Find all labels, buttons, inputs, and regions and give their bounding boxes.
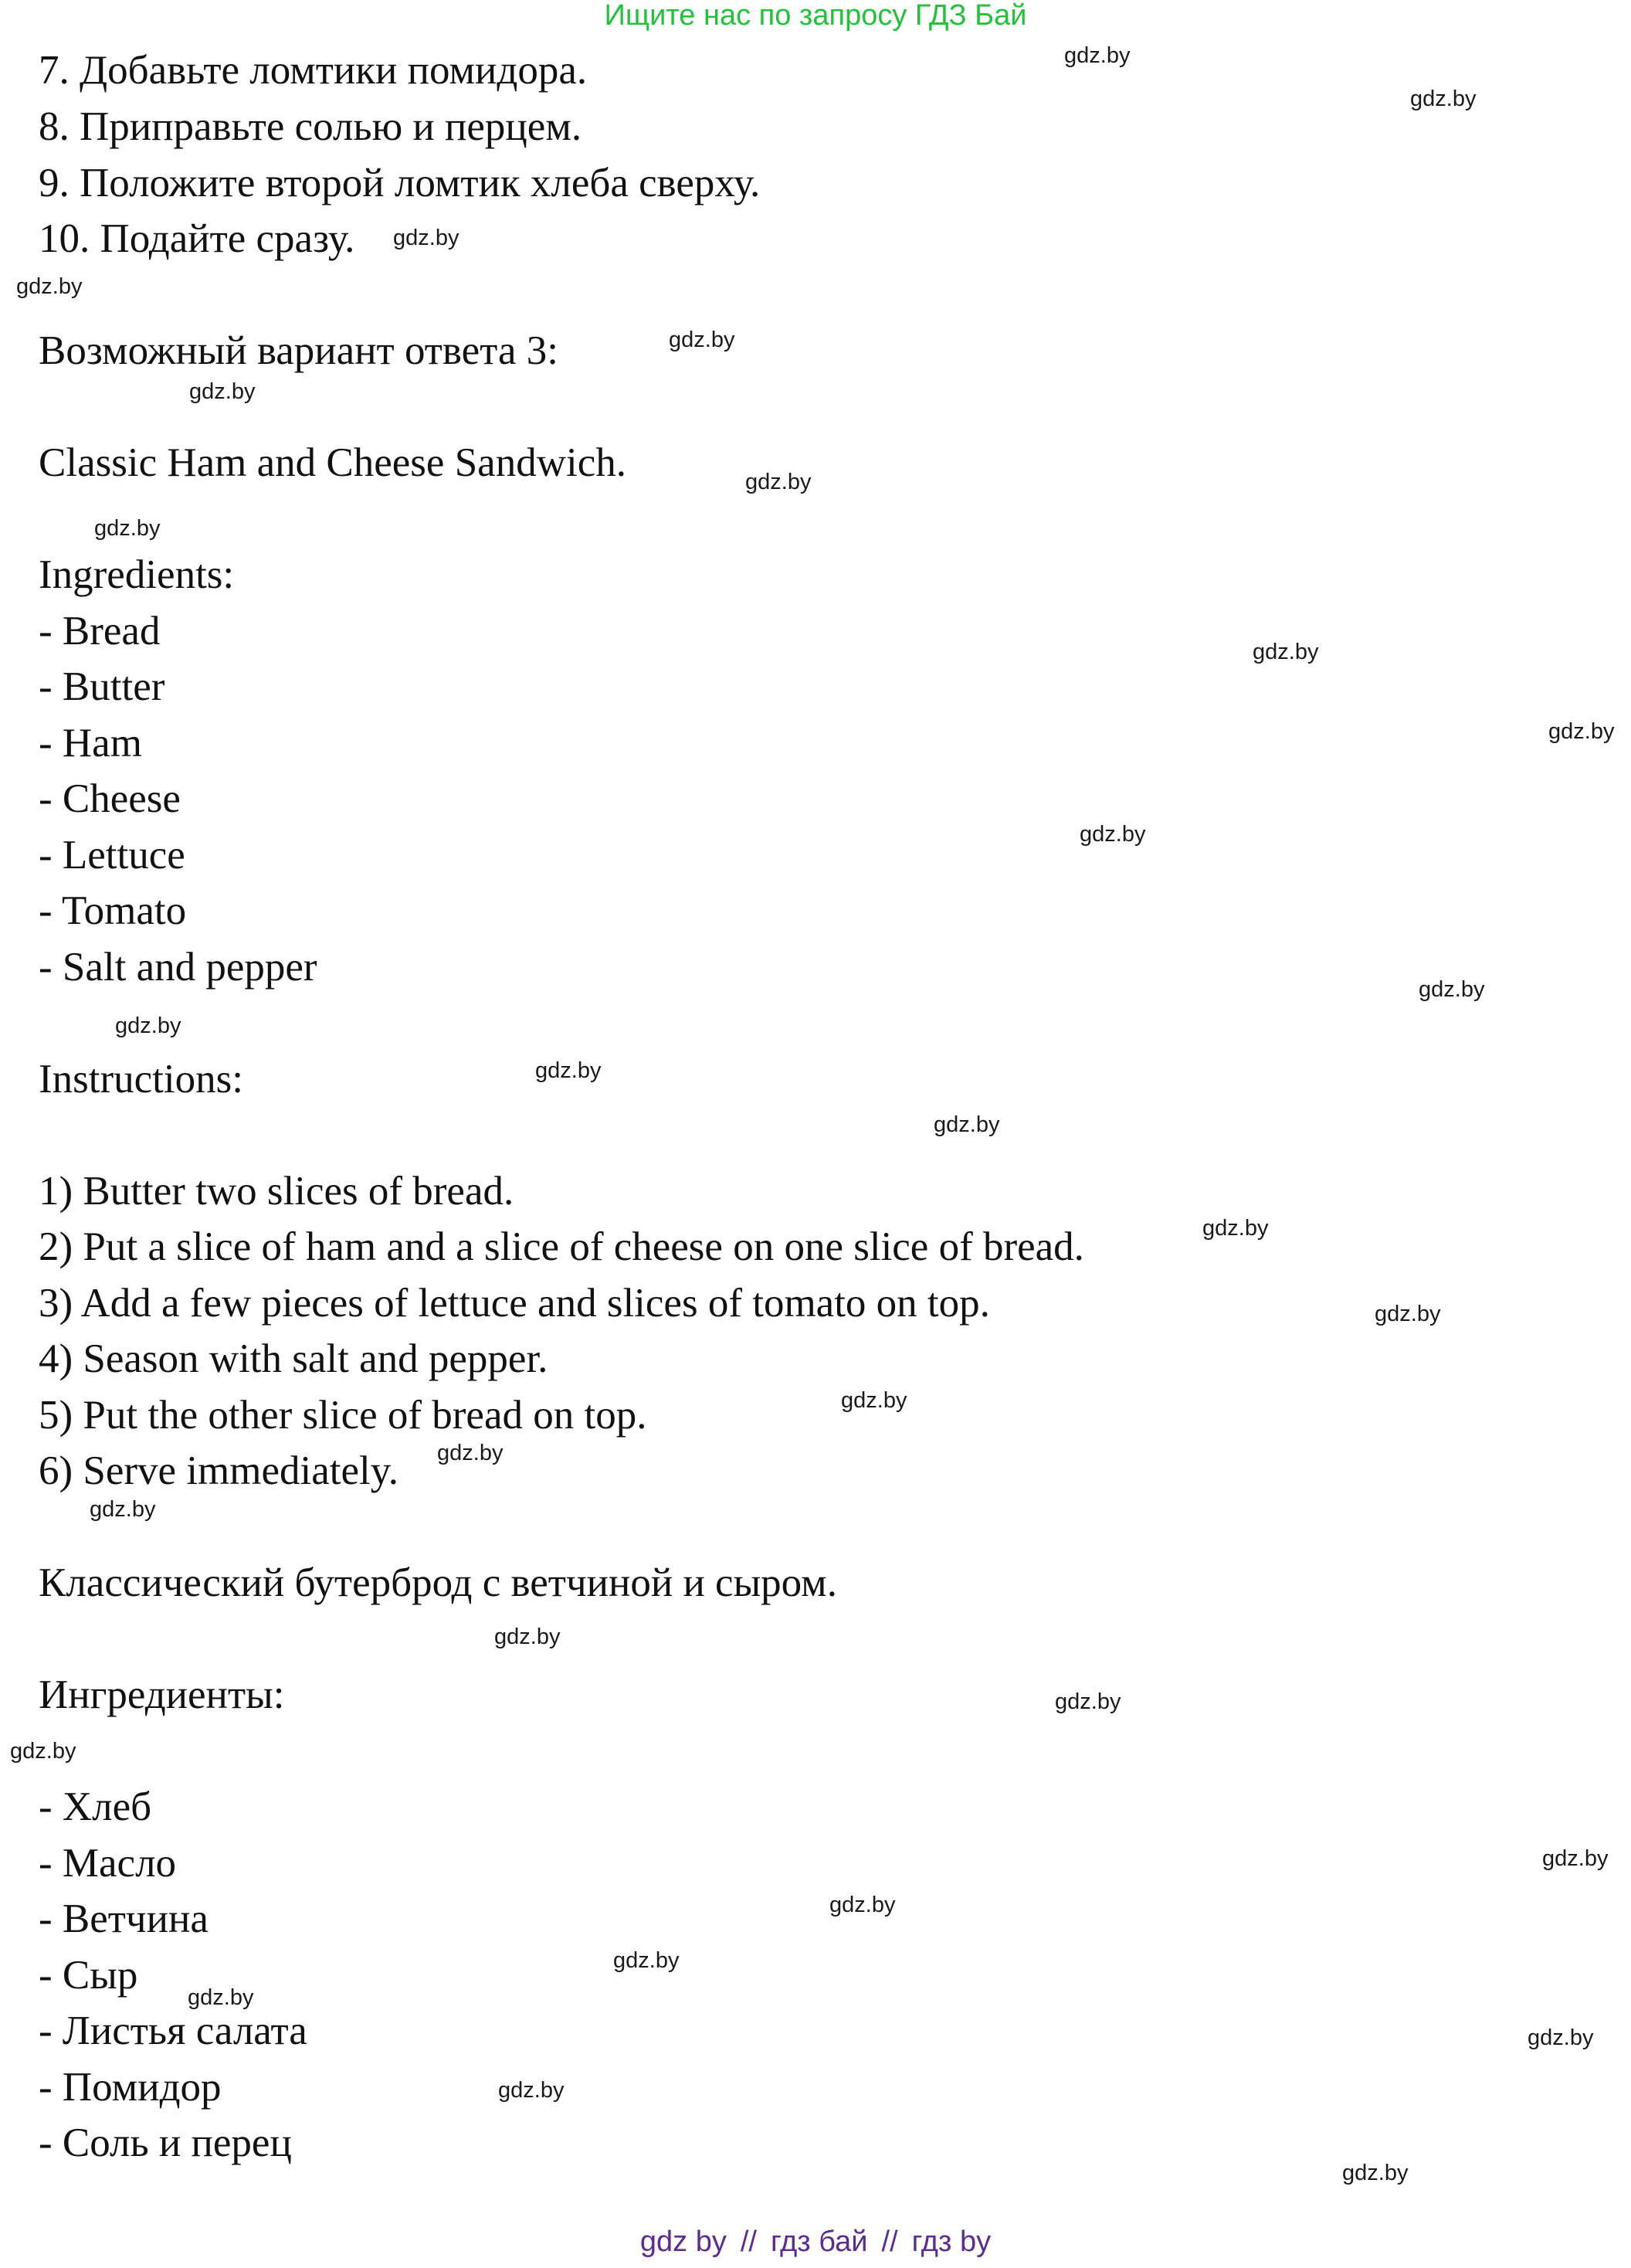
watermark: gdz.by	[188, 1985, 254, 2010]
en-instruction-step: 1) Butter two slices of bread.	[39, 1169, 514, 1214]
footer-links	[0, 2225, 1631, 2259]
watermark: gdz.by	[1080, 822, 1146, 847]
en-ingredients-heading: Ingredients:	[39, 552, 235, 597]
en-instruction-step: 4) Season with salt and pepper.	[39, 1336, 548, 1381]
ru-ingredient-item: - Листья салата	[39, 2008, 307, 2053]
watermark: gdz.by	[1055, 1689, 1121, 1714]
watermark: gdz.by	[437, 1441, 504, 1465]
watermark: gdz.by	[535, 1058, 602, 1083]
watermark: gdz.by	[669, 328, 735, 352]
watermark: gdz.by	[90, 1497, 156, 1522]
ru-step-10: 10. Подайте сразу.	[39, 216, 355, 261]
en-instruction-step: 2) Put a slice of ham and a slice of cheese on one slice of bread.	[39, 1224, 1084, 1269]
en-ingredient-item: - Bread	[39, 609, 161, 654]
watermark: gdz.by	[1548, 719, 1615, 744]
ru-ingredient-item: - Масло	[39, 1841, 177, 1886]
footer-separator: //	[740, 2226, 757, 2258]
en-ingredient-item: - Salt and pepper	[39, 945, 317, 990]
en-ingredient-item: - Tomato	[39, 888, 187, 933]
en-instruction-step: 5) Put the other slice of bread on top.	[39, 1393, 647, 1438]
footer-link-gdz-bai[interactable]: гдз бай	[770, 2226, 868, 2258]
watermark: gdz.by	[1253, 640, 1319, 664]
watermark: gdz.by	[613, 1948, 680, 1973]
watermark: gdz.by	[829, 1893, 896, 1917]
ru-ingredients-heading: Ингредиенты:	[39, 1672, 285, 1717]
ru-ingredient-item: - Ветчина	[39, 1896, 209, 1941]
watermark: gdz.by	[16, 274, 83, 299]
watermark: gdz.by	[115, 1013, 181, 1038]
watermark: gdz.by	[494, 1625, 561, 1649]
watermark: gdz.by	[1375, 1302, 1441, 1326]
watermark: gdz.by	[841, 1388, 907, 1413]
en-instructions-heading: Instructions:	[39, 1057, 243, 1102]
ru-recipe-title: Классический бутерброд с ветчиной и сыром.	[39, 1560, 837, 1605]
watermark: gdz.by	[1342, 2161, 1409, 2185]
ru-step-9: 9. Положите второй ломтик хлеба сверху.	[39, 161, 761, 205]
ru-step-8: 8. Приправьте солью и перцем.	[39, 104, 582, 149]
search-hint-banner: Ищите нас по запросу ГДЗ Бай	[604, 0, 1027, 32]
ru-ingredient-item: - Соль и перец	[39, 2120, 292, 2165]
ru-ingredient-item: - Сыр	[39, 1953, 138, 1998]
footer-link-gdz-by-ru[interactable]: гдз by	[911, 2226, 992, 2258]
watermark: gdz.by	[1202, 1216, 1269, 1241]
watermark: gdz.by	[498, 2078, 565, 2103]
ru-step-7: 7. Добавьте ломтики помидора.	[39, 48, 588, 93]
watermark: gdz.by	[1410, 87, 1477, 111]
en-ingredient-item: - Cheese	[39, 776, 181, 821]
en-ingredient-item: - Lettuce	[39, 833, 185, 878]
variant-heading: Возможный вариант ответа 3:	[39, 328, 558, 373]
ru-ingredient-item: - Помидор	[39, 2065, 222, 2110]
footer-link-gdz-by[interactable]: gdz by	[639, 2226, 727, 2258]
en-ingredient-item: - Ham	[39, 721, 142, 766]
en-ingredient-item: - Butter	[39, 664, 165, 709]
watermark: gdz.by	[1064, 43, 1131, 68]
watermark: gdz.by	[94, 516, 161, 541]
watermark: gdz.by	[934, 1112, 1000, 1137]
watermark: gdz.by	[189, 379, 256, 404]
en-instruction-step: 6) Serve immediately.	[39, 1448, 399, 1493]
watermark: gdz.by	[1419, 977, 1485, 1002]
watermark: gdz.by	[1528, 2025, 1594, 2050]
watermark: gdz.by	[1542, 1846, 1609, 1871]
ru-ingredient-item: - Хлеб	[39, 1784, 152, 1829]
watermark: gdz.by	[745, 470, 812, 494]
watermark: gdz.by	[10, 1739, 76, 1764]
en-recipe-title: Classic Ham and Cheese Sandwich.	[39, 440, 626, 485]
footer-separator: //	[881, 2226, 898, 2258]
en-instruction-step: 3) Add a few pieces of lettuce and slices of tomato on top.	[39, 1281, 990, 1326]
watermark: gdz.by	[393, 226, 459, 250]
